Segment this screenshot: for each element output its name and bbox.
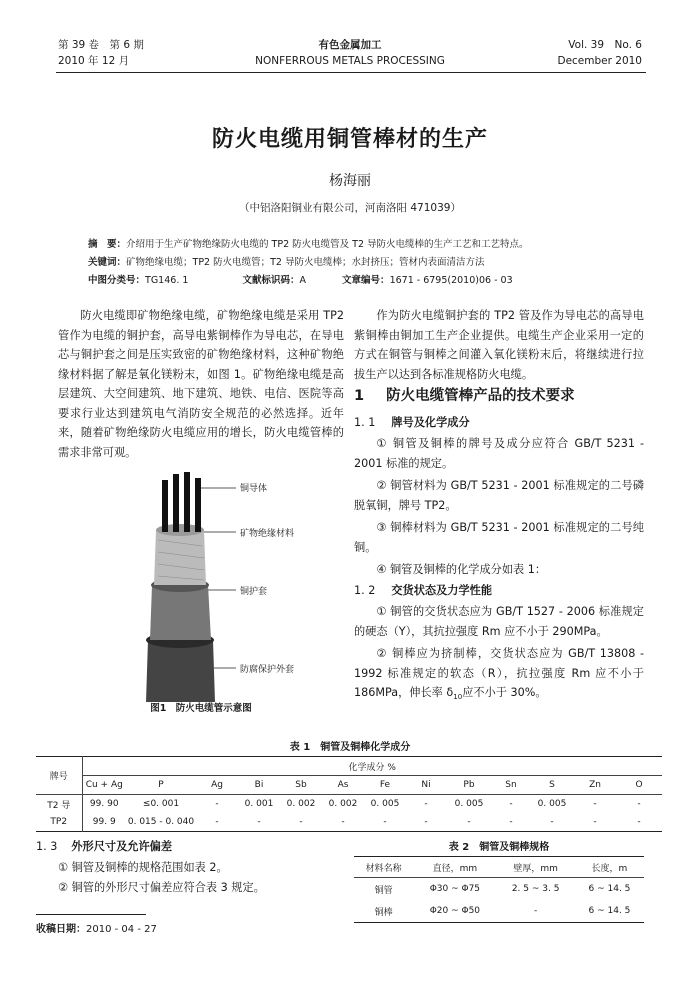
table-1-group-header: 化学成分 % (82, 757, 662, 776)
table-2-col: 长度，m (591, 863, 628, 874)
s12-item-2-text: ② 铜棒应为挤制棒，交货状态应为 GB/T 13808 - 1992 标准规定的软态（R），抗拉强度 Rm 应不小于 186MPa，伸长率 δ (354, 647, 644, 699)
table-1-col: Sn (505, 780, 517, 790)
footnote-rule (36, 914, 146, 915)
table-cell: 99. 9 (92, 817, 116, 827)
table-cell: TP2 (36, 813, 82, 832)
table-1-col: Bi (254, 780, 264, 790)
table-cell: - (299, 817, 303, 827)
article-affiliation: （中铝洛阳铜业有限公司，河南洛阳 471039） (239, 202, 461, 214)
section-1-number: 1 (354, 388, 365, 404)
table-2-col: 壁厚，mm (513, 863, 558, 874)
table-cell: - (257, 817, 261, 827)
table-cell: - (215, 799, 219, 809)
table-2-column-headers (354, 857, 644, 878)
keywords-label: 关键词： (88, 257, 127, 268)
header-rule (56, 72, 646, 73)
table-cell: 0. 002 (328, 799, 358, 809)
article-title: 防火电缆用铜管棒材的生产 (211, 127, 488, 152)
doc-code-label: 文献标识码： (242, 275, 300, 286)
s11-item-1: ① 铜管及铜棒的牌号及成分应符合 GB/T 5231 - 2001 标准的规定。 (354, 437, 644, 470)
header-journal-cn: 有色金属加工 (318, 39, 382, 51)
table-1-caption: 表 1 铜管及铜棒化学成分 (289, 742, 411, 753)
s12-item-2 (354, 644, 644, 708)
received-date: 2010 - 04 - 27 (86, 924, 157, 935)
table-1-col: Fe (379, 780, 391, 790)
section-1-1-heading (354, 414, 470, 430)
clc-value: TG146. 1 (145, 275, 189, 286)
table-cell: - (341, 817, 345, 827)
table-2 (354, 856, 644, 923)
table-cell: Φ30 ~ Φ75 (429, 884, 481, 894)
table-cell: 99. 90 (89, 799, 119, 809)
table-2-col: 材料名称 (365, 863, 402, 874)
s11-item-2: ② 铜管材料为 GB/T 5231 - 2001 标准规定的二号磷脱氧铜，牌号 TP2。 (354, 479, 644, 512)
figure-outer-sheath (146, 640, 215, 702)
table-1-col: Zn (589, 780, 601, 790)
section-1-3-heading (36, 838, 172, 854)
table-cell: 6 ~ 14. 5 (588, 906, 631, 916)
keywords-line (88, 254, 648, 272)
figure-caption: 图1 防火电缆管示意图 (150, 703, 252, 714)
figure-label-conductor: 铜导体 (240, 484, 268, 494)
received-label: 收稿日期： (36, 924, 86, 935)
table-cell: - (424, 817, 428, 827)
table-1-col: As (337, 780, 349, 790)
doc-code-value: A (299, 275, 306, 286)
table-cell: - (593, 799, 597, 809)
table-1-column-headers (36, 776, 662, 795)
table-cell: 0. 002 (286, 799, 316, 809)
table-1-col: Ag (211, 780, 223, 790)
table-1-col: Cu + Ag (85, 780, 123, 790)
table-cell: - (637, 799, 641, 809)
s13-item-2: ② 铜管的外形尺寸偏差应符合表 3 规定。 (58, 881, 265, 894)
table-1-col: P (158, 780, 164, 790)
s12-item-1: ① 铜管的交货状态应为 GB/T 1527 - 2006 标准规定的硬态（Y），其抗拉强度 Rm 应不小于 290MPa。 (354, 605, 644, 638)
received-date-line (36, 920, 157, 935)
section-1-2-heading (354, 582, 492, 598)
table-1-col: Sb (295, 780, 307, 790)
table-cell: 铜管 (374, 885, 393, 896)
table-1-col: Pb (463, 780, 475, 790)
section-1-1-number: 1. 1 (354, 416, 376, 429)
section-1-1-title: 牌号及化学成分 (391, 416, 470, 429)
figure-conductor-4 (195, 478, 201, 532)
intro-paragraph-left: 防火电缆即矿物绝缘电缆，矿物绝缘电缆是采用 TP2 管作为电缆的铜护套，高导电紫铜棒作为导电芯，在导电芯与铜护套之间是压实致密的矿物绝缘材料，这种矿物绝缘材料据了解是氧化镁粉末，如图 1。矿物绝缘电缆是高层建筑、大空间建筑、地下建筑、地铁、电信、医院等高要求行业达到建筑电气消防安全规范的必然选择。近年来，随着矿物绝缘防火电缆应用的增长，防火电缆管棒的需求非常可观。 (58, 309, 344, 459)
keywords-text: 矿物绝缘电缆；TP2 防火电缆管；T2 导防火电缆棒；水封挤压；管材内表面清洁方法 (126, 257, 485, 268)
figure-conductor-1 (162, 480, 168, 532)
table-cell: Φ20 ~ Φ50 (429, 906, 481, 916)
table-1 (36, 756, 662, 832)
table-cell: 0. 001 (244, 799, 274, 809)
header-date: 2010 年 12 月 (58, 55, 130, 67)
section-1-3-number: 1. 3 (36, 840, 58, 853)
table-row (354, 900, 644, 923)
table-cell: 铜棒 (374, 907, 393, 918)
table-1-row-header: 牌号 (36, 757, 82, 795)
figure-label-copper-sheath: 铜护套 (240, 587, 268, 597)
table-cell: - (215, 817, 219, 827)
figure-copper-sheath (150, 585, 211, 640)
s11-item-3: ③ 铜棒材料为 GB/T 5231 - 2001 标准规定的二号纯铜。 (354, 521, 644, 554)
s12-item-2-subscript: 10 (453, 693, 463, 702)
table-cell: 0. 015 - 0. 040 (127, 817, 195, 827)
classification-line (88, 272, 648, 290)
header-date-en: December 2010 (557, 55, 642, 67)
section-1-3-title: 外形尺寸及允许偏差 (71, 840, 173, 853)
abstract-line (88, 236, 648, 254)
intro-paragraph-right: 作为防火电缆铜护套的 TP2 管及作为导电芯的高导电紫铜棒由铜加工生产企业提供。电缆生产企业采用一定的方式在铜管与铜棒之间灌入氧化镁粉末后，将继续进行拉拔生产以达到各标准规格防火电缆。 (354, 309, 644, 381)
s13-item-1: ① 铜管及铜棒的规格范围如表 2。 (58, 861, 228, 874)
article-no-label: 文章编号： (342, 275, 390, 286)
table-cell: ≤0. 001 (142, 799, 180, 809)
figure-label-insulation: 矿物绝缘材料 (240, 529, 295, 539)
table-1-col: S (549, 780, 555, 790)
table-cell: - (593, 817, 597, 827)
section-1-2-number: 1. 2 (354, 584, 376, 597)
abstract-label: 摘 要： (88, 239, 127, 250)
figure-cable-diagram (58, 470, 344, 720)
header-vol-en: Vol. 39 No. 6 (568, 39, 642, 51)
table-1-col: Ni (421, 780, 431, 790)
abstract-text: 介绍用于生产矿物绝缘防火电缆的 TP2 防火电缆管及 T2 导防火电缆棒的生产工艺和工艺特点。 (126, 239, 529, 250)
table-cell: 0. 005 (537, 799, 567, 809)
header-journal-en: NONFERROUS METALS PROCESSING (255, 55, 445, 67)
table-cell: - (637, 817, 641, 827)
section-1-title: 防火电缆管棒产品的技术要求 (386, 388, 575, 404)
s11-item-4: ④ 铜管及铜棒的化学成分如表 1： (376, 563, 547, 576)
table-cell: 6 ~ 14. 5 (588, 884, 631, 894)
table-row (36, 795, 662, 814)
section-1-heading (354, 384, 644, 405)
table-cell: T2 导 (36, 795, 82, 814)
table-2-col: 直径，mm (432, 863, 478, 874)
table-2-caption: 表 2 铜管及铜棒规格 (448, 842, 550, 853)
table-cell: 0. 005 (454, 799, 484, 809)
table-cell: - (467, 817, 471, 827)
article-no-value: 1671 - 6795(2010)06 - 03 (389, 275, 513, 286)
article-author: 杨海丽 (329, 173, 371, 189)
clc-label: 中图分类号： (88, 275, 146, 286)
header-volume-issue: 第 39 卷 第 6 期 (58, 39, 144, 51)
table-1-col: O (635, 780, 643, 790)
figure-conductor-3 (184, 472, 190, 532)
s12-item-2-tail: 应不小于 30%。 (462, 686, 547, 699)
figure-label-outer-sheath: 防腐保护外套 (240, 665, 295, 675)
table-cell: - (509, 799, 513, 809)
figure-conductor-2 (173, 474, 179, 532)
table-cell: - (509, 817, 513, 827)
table-cell: - (550, 817, 554, 827)
table-cell: - (424, 799, 428, 809)
section-1-2-title: 交货状态及力学性能 (391, 584, 493, 597)
table-cell: 0. 005 (370, 799, 400, 809)
table-row (354, 878, 644, 901)
table-cell: 2. 5 ~ 3. 5 (511, 884, 560, 894)
table-row (36, 813, 662, 832)
table-cell: - (534, 906, 538, 916)
table-cell: - (383, 817, 387, 827)
